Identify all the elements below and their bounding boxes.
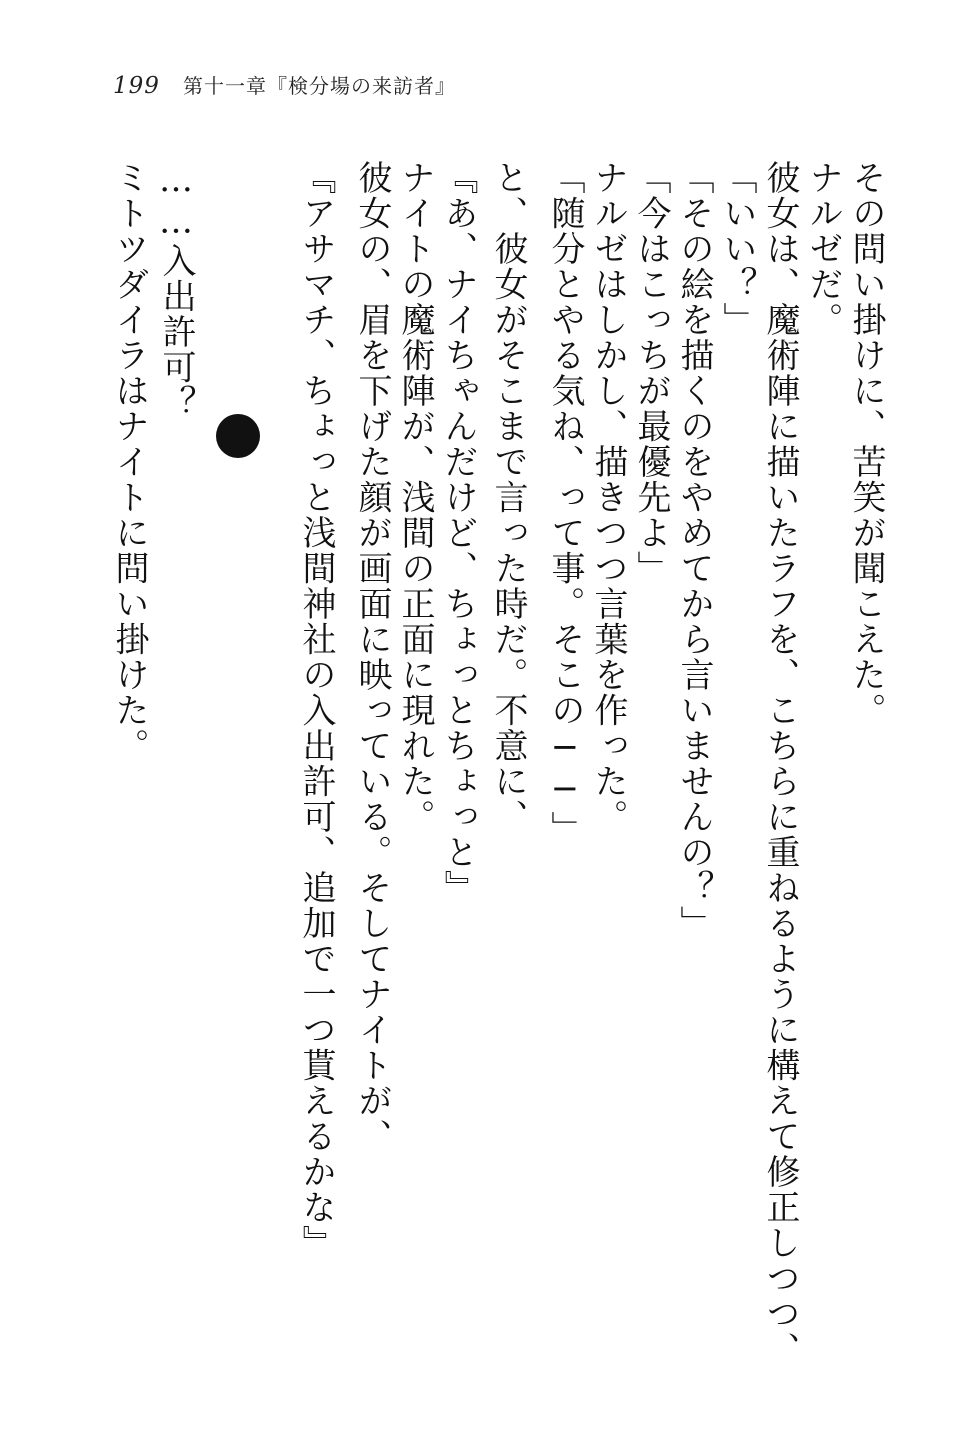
- text-line-11: ナイトの魔術陣が、浅間の正面に現れた。: [395, 160, 435, 835]
- text-line-10: 『あ、ナイちゃんだけど、ちょっとちょっと』: [438, 160, 478, 906]
- text-line-2: ナルゼだ。: [803, 160, 843, 338]
- text-line-12: 彼女の、眉を下げた顔が画面に映っている。そしてナイトが、: [352, 160, 392, 1154]
- text-line-13: 『アサマチ、ちょっと浅間神社の入出許可、追加で一つ貰えるかな』: [296, 160, 336, 1261]
- chapter-title: 第十一章『検分場の来訪者』: [183, 74, 456, 98]
- text-line-8: 「随分とやる気ね、って事。そこの──」: [545, 160, 585, 847]
- text-line-4: 「いい？」: [717, 160, 757, 338]
- text-line-6: 「今はこっちが最優先よ」: [631, 160, 671, 586]
- text-line-1: その問い掛けに、苦笑が聞こえた。: [846, 160, 886, 728]
- text-line-14: ……入出許可？: [156, 160, 196, 421]
- text-line-9: と、彼女がそこまで言った時だ。不意に、: [488, 160, 528, 835]
- page-number: 199: [113, 73, 160, 99]
- text-line-3: 彼女は、魔術陣に描いたラフを、こちらに重ねるように構えて修正しつつ、: [760, 160, 800, 1367]
- text-line-7: ナルゼはしかし、描きつつ言葉を作った。: [588, 160, 628, 835]
- text-line-5: 「その絵を描くのをやめてから言いませんの？」: [674, 160, 714, 941]
- running-header: [113, 70, 456, 100]
- scene-break-dot: [216, 414, 260, 458]
- text-line-15: ミトツダイラはナイトに問い掛けた。: [109, 160, 149, 764]
